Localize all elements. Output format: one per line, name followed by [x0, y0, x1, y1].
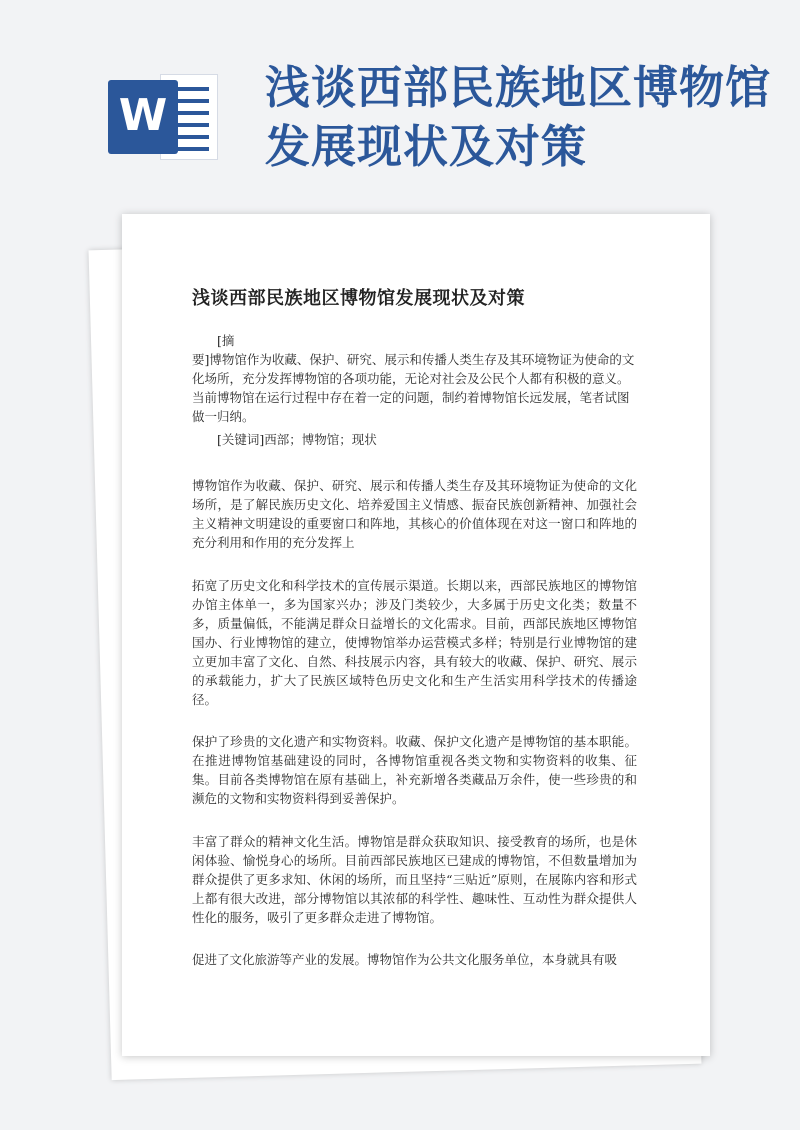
keywords-line: [关键词]西部；博物馆；现状: [217, 432, 377, 447]
word-document-icon: [108, 74, 218, 160]
abstract-label: [摘: [217, 333, 235, 348]
document-title: 浅谈西部民族地区博物馆发展现状及对策: [192, 288, 525, 309]
document-page: [122, 214, 710, 1056]
body-paragraph: 拓宽了历史文化和科学技术的宣传展示渠道。长期以来，西部民族地区的博物馆办馆主体单一，多为国家兴办；涉及门类较少，大多属于历史文化类；数量不多，质量偏低，不能满足群众日益增长的文化需求。目前，西部民族地区博物馆国办、行业博物馆的建立，使博物馆举办运营模式多样；特别是行业博物馆的建立更加丰富了文化、自然、科技展示内容，具有较大的收藏、保护、研究、展示的承载能力，扩大了民族区域特色历史文化和生产生活实用科学技术的传播途径。: [192, 578, 637, 707]
body-paragraph: 博物馆作为收藏、保护、研究、展示和传播人类生存及其环境物证为使命的文化场所，是了解民族历史文化、培养爱国主义情感、振奋民族创新精神、加强社会主义精神文明建设的重要窗口和阵地，其核心的价值体现在对这一窗口和阵地的充分利用和作用的充分发挥上: [192, 478, 637, 550]
body-paragraph: 保护了珍贵的文化遗产和实物资料。收藏、保护文化遗产是博物馆的基本职能。在推进博物馆基础建设的同时，各博物馆重视各类文物和实物资料的收集、征集。目前各类博物馆在原有基础上，补充新增各类藏品万余件，使一些珍贵的和濒危的文物和实物资料得到妥善保护。: [192, 734, 637, 806]
abstract-text: 要]博物馆作为收藏、保护、研究、展示和传播人类生存及其环境物证为使命的文化场所，充分发挥博物馆的各项功能，无论对社会及公民个人都有积极的意义。当前博物馆在运行过程中存在着一定的问题，制约着博物馆长远发展，笔者试图做一归纳。: [192, 352, 635, 424]
header-banner: [0, 0, 800, 210]
banner-title: 浅谈西部民族地区博物馆发展现状及对策: [265, 61, 772, 173]
body-paragraph: 丰富了群众的精神文化生活。博物馆是群众获取知识、接受教育的场所，也是休闲体验、愉悦身心的场所。目前西部民族地区已建成的博物馆，不但数量增加为群众提供了更多求知、休闲的场所，而且坚持“三贴近”原则，在展陈内容和形式上都有很大改进，部分博物馆以其浓郁的科学性、趣味性、互动性为群众提供人性化的服务，吸引了更多群众走进了博物馆。: [192, 834, 637, 925]
abstract-block: [192, 331, 637, 426]
word-letter: W: [118, 90, 168, 141]
word-badge: [108, 80, 178, 154]
body-paragraph: 促进了文化旅游等产业的发展。博物馆作为公共文化服务单位，本身就具有吸: [192, 952, 618, 967]
